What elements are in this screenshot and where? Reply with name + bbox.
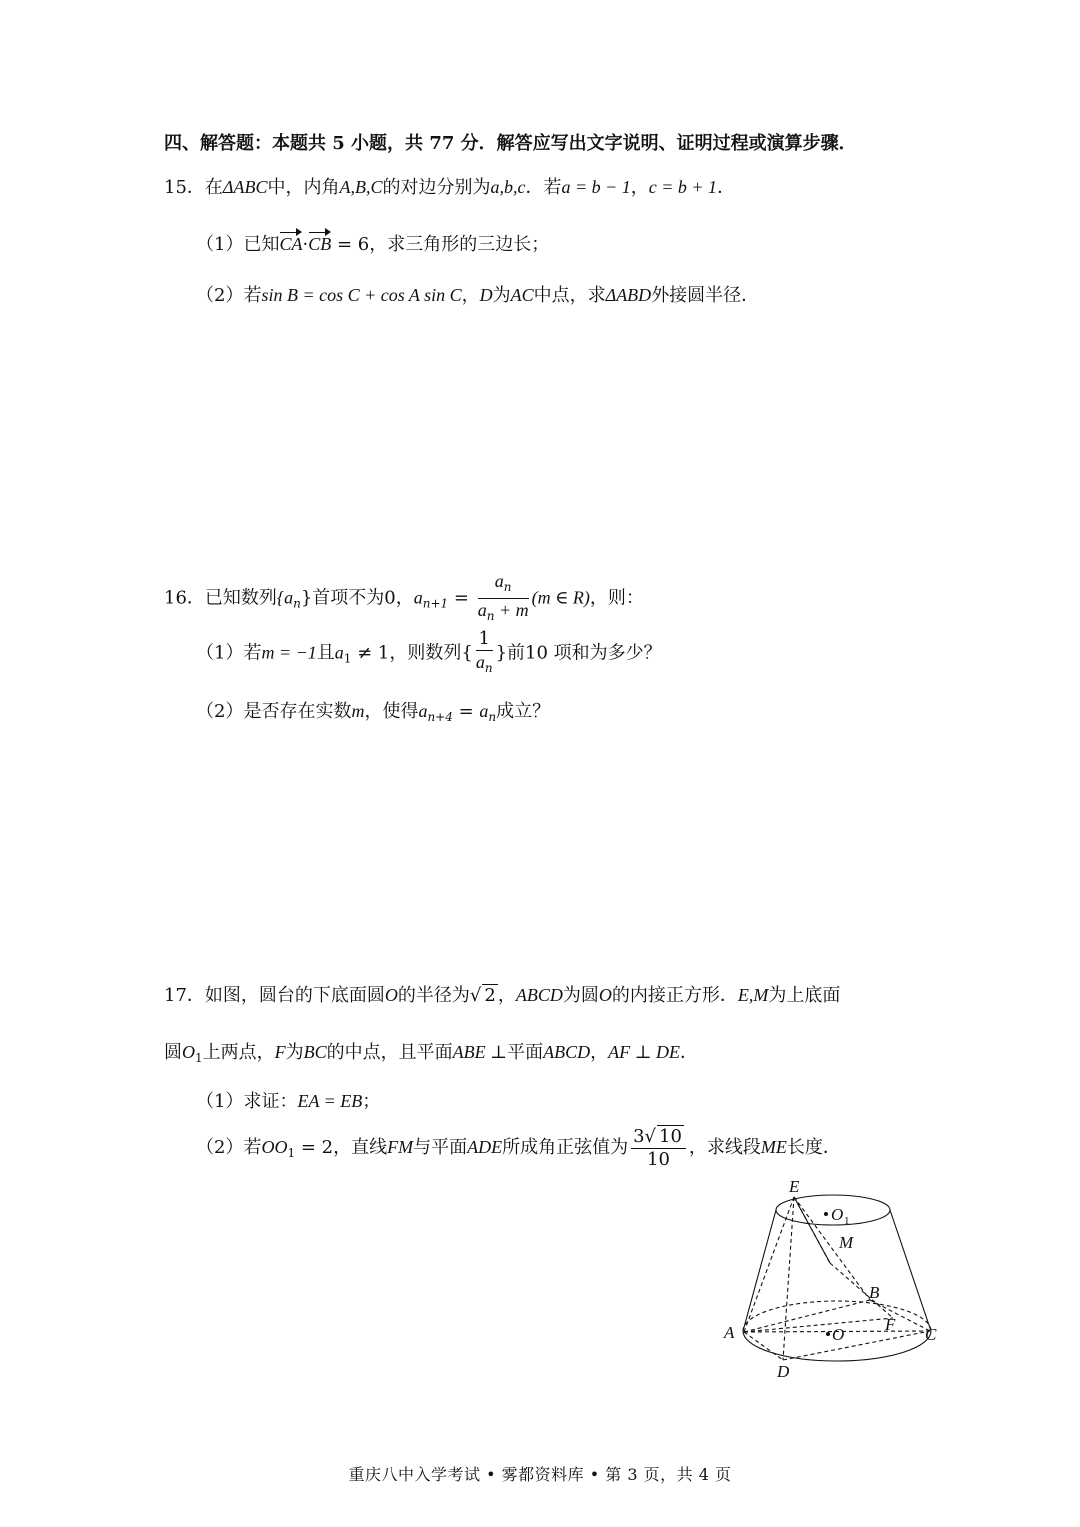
segment-dc — [783, 1331, 930, 1360]
q17-stem: 17．如图，圆台的下底面圆O的半径为√ 2 ，ABCD为圆O的内接正方形．E,M为上底面 — [164, 985, 841, 1006]
label-f: F — [885, 1315, 896, 1334]
section-heading: 四、解答题：本题共 5 小题，共 77 分．解答应写出文字说明、证明过程或演算步骤． — [164, 133, 857, 154]
label-m: M — [839, 1233, 854, 1252]
label-d: D — [777, 1362, 790, 1380]
page-footer: 重庆八中入学考试 • 雾都资料库 • 第 3 页，共 4 页 — [348, 1465, 732, 1484]
q16-reciprocal-fraction: $\frac{1}{a_n}$ — [475, 628, 493, 675]
label-c: C — [925, 1325, 937, 1344]
label-a: A — [724, 1323, 735, 1342]
label-o: O — [832, 1325, 845, 1344]
vector-cb: CB — [308, 230, 331, 258]
segment-ed — [783, 1197, 794, 1360]
label-o1: O — [831, 1205, 844, 1224]
q15-stem: 15．在ΔABC中，内角A,B,C的对边分别为a,b,c．若a = b − 1，c = b + 1． — [164, 177, 736, 198]
q16-part2: （2）是否存在实数m，使得$a_{n+4} = a_n$成立？ — [196, 701, 551, 724]
q15-part2: （2）若sin B = cos C + cos A sin C，D为AC中点，求ΔABD外接圆半径． — [196, 285, 760, 306]
q17-sine-fraction: $\frac{3√ 10}{10}$ — [631, 1125, 686, 1171]
label-b: B — [869, 1283, 880, 1302]
label-o1-sub: 1 — [844, 1215, 850, 1227]
segment-mf — [830, 1263, 893, 1318]
q17-stem-line2: 圆$O_1$上两点，F为BC的中点，且平面ABE ⊥平面ABCD，AF ⊥ DE． — [164, 1042, 698, 1065]
q16-part1: （1）若m = −1且$a_1 \ne 1$，则数列{ $\frac{1}{a_n}$ }前10 项和为多少？ — [196, 628, 662, 683]
segment-em-solid — [794, 1197, 830, 1263]
q15-part1: （1）已知CA·CB = 6，求三角形的三边长； — [196, 230, 549, 259]
point-o-dot — [826, 1332, 830, 1336]
label-e: E — [789, 1177, 800, 1196]
segment-ad — [744, 1332, 783, 1360]
segment-af — [744, 1318, 893, 1332]
point-o1-dot — [824, 1212, 828, 1216]
q17-part2: （2）若$OO_1 = 2$，直线FM与平面ADE所成角正弦值为 $\frac{3√ 10}{10}$ ，求线段ME长度． — [196, 1126, 841, 1170]
left-generatrix — [743, 1210, 776, 1331]
vector-ca: CA — [279, 230, 302, 258]
segment-ab — [744, 1300, 870, 1332]
q16-stem: 16．已知数列$\{a_n\}$首项不为0，$a_{n+1}$ = $\frac{a_n}{a_n + m}$ (m ∈ R)，则： — [164, 570, 644, 628]
q17-part1: （1）求证：EA = EB； — [196, 1091, 381, 1112]
q16-fraction: $\frac{a_n}{a_n + m}$ — [477, 571, 529, 623]
frustum-figure — [715, 1170, 955, 1380]
segment-bc — [870, 1300, 930, 1331]
